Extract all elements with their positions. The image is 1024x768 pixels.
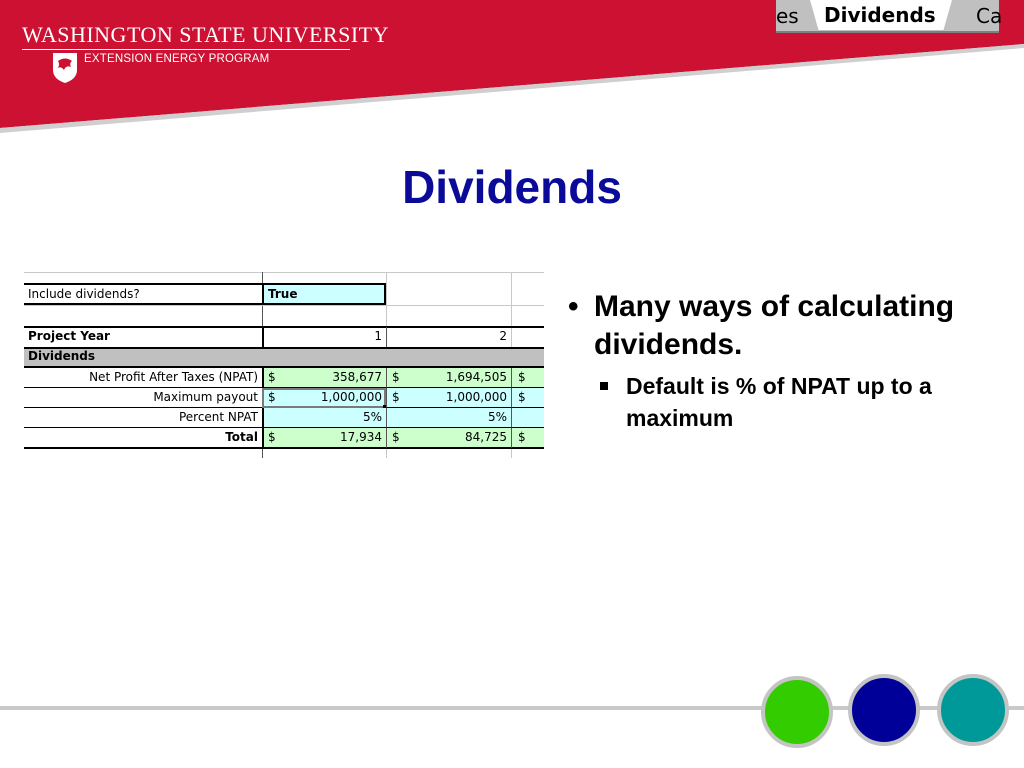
bullet-dot-icon: • (568, 290, 579, 323)
gridline (24, 272, 544, 273)
max-payout-label: Maximum payout (24, 388, 262, 408)
npat-value-2: 1,694,505 (445, 370, 507, 384)
green-circle (761, 676, 833, 748)
spreadsheet-excerpt (24, 272, 544, 458)
npat-label: Net Profit After Taxes (NPAT) (24, 368, 262, 388)
include-dividends-value[interactable]: True (262, 283, 386, 305)
total-value-2: 84,725 (465, 430, 507, 444)
sheet-tab-strip (776, 0, 1003, 33)
university-name: WASHINGTON STATE UNIVERSITY (22, 22, 389, 47)
wsu-logo (22, 22, 389, 65)
sub-bullet-item (568, 370, 1008, 434)
npat-currency-2: $ (392, 370, 400, 384)
sheet-tab-dividends[interactable]: Dividends (824, 3, 936, 27)
npat-value-1: 358,677 (332, 370, 382, 384)
gridline (24, 305, 544, 306)
percent-npat-value-2[interactable]: 5% (386, 408, 511, 428)
navy-circle (848, 674, 920, 746)
total-currency-2: $ (392, 430, 400, 444)
max-payout-currency-3[interactable]: $ (511, 388, 544, 408)
cougar-crest-icon (52, 52, 78, 84)
slide-title: Dividends (402, 161, 622, 213)
total-currency-1: $ (268, 430, 276, 444)
sheet-tab-next[interactable]: Ca (976, 4, 1003, 28)
bullet-list (568, 288, 1008, 434)
max-payout-currency-1: $ (268, 390, 276, 404)
percent-npat-value-1[interactable]: 5% (262, 408, 386, 428)
dividends-section-label: Dividends (28, 349, 96, 363)
max-payout-value-2: 1,000,000 (445, 390, 507, 404)
sub-bullet-text: Default is % of NPAT up to a maximum (626, 373, 932, 431)
square-bullet-icon (600, 382, 608, 390)
include-dividends-label: Include dividends? (24, 283, 262, 305)
npat-currency-1: $ (268, 370, 276, 384)
sheet-tab-previous[interactable]: es (776, 4, 799, 28)
bullet-item (568, 288, 1008, 364)
percent-npat-cell-3[interactable] (511, 408, 544, 428)
total-value-1: 17,934 (340, 430, 382, 444)
npat-currency-3[interactable]: $ (511, 368, 544, 388)
total-label: Total (24, 428, 262, 449)
total-currency-3[interactable]: $ (511, 428, 544, 449)
program-name: EXTENSION ENERGY PROGRAM (84, 53, 270, 65)
project-year-label: Project Year (28, 329, 110, 343)
project-year-1: 1 (262, 327, 386, 347)
project-year-2: 2 (386, 327, 511, 347)
teal-circle (937, 674, 1009, 746)
max-payout-value-1: 1,000,000 (320, 390, 382, 404)
max-payout-currency-2: $ (392, 390, 400, 404)
percent-npat-label: Percent NPAT (24, 408, 262, 428)
bullet-text: Many ways of calculating dividends. (594, 290, 955, 361)
logo-divider (22, 49, 350, 50)
